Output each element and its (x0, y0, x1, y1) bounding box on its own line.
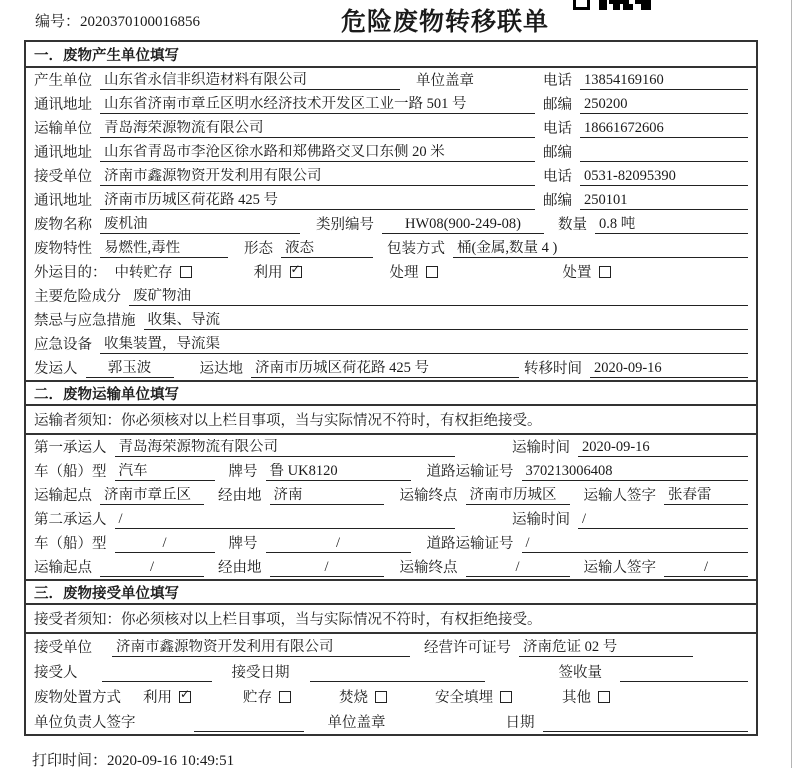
section3-header: 三．废物接受单位填写 (26, 579, 756, 605)
transporter-name-label: 运输单位 (34, 121, 92, 138)
disposal-landfill-checkbox (500, 691, 512, 703)
disposal-option-landfill: 安全填埋 (435, 690, 512, 707)
route2-via-label: 经由地 (218, 560, 262, 577)
vehicle1-row (26, 459, 756, 483)
purpose-option-reuse: 利用 ✓ (254, 265, 302, 282)
receiver-notice: 接受者须知：你必须核对以上栏目事项，当与实际情况不符时，有权拒绝接受。 (26, 605, 756, 634)
signed-qty-value (620, 666, 748, 682)
disposal-storage-checkbox (279, 691, 291, 703)
receiver-address-value: 济南市历城区荷花路 425 号 (100, 192, 535, 210)
disposal-method-row (26, 684, 756, 709)
doc-number (35, 10, 200, 31)
disposal-other-checkbox (598, 691, 610, 703)
responsible-sign-label: 单位负责人签字 (34, 715, 136, 732)
transfer-storage-checkbox (180, 266, 192, 278)
route2-row (26, 555, 756, 579)
emergency-equipment-row (26, 332, 756, 356)
producer-address-label: 通讯地址 (34, 97, 92, 114)
carrier2-time-value: / (578, 511, 748, 529)
transporter-phone-label: 电话 (543, 121, 572, 138)
carrier1-row (26, 435, 756, 459)
emergency-measures-value: 收集、导流 (144, 312, 749, 330)
destination-label: 运达地 (199, 361, 243, 378)
route1-sign-value: 张春雷 (664, 487, 748, 505)
transporter-zip-value (580, 146, 748, 162)
qr-code-fragment-icon (573, 0, 653, 11)
transporter-address-row (26, 140, 756, 164)
permit-label: 经营许可证号 (424, 640, 511, 657)
accept-person-value (102, 666, 212, 682)
waste-name-row (26, 212, 756, 236)
main-hazard-label: 主要危险成分 (34, 289, 121, 306)
carrier1-time-label: 运输时间 (512, 440, 570, 457)
permit-value: 济南危证 02 号 (519, 639, 693, 657)
route1-row (26, 483, 756, 507)
disposal-checkbox (599, 266, 611, 278)
disposal-option-storage: 贮存 (243, 690, 291, 707)
route2-start-value: / (100, 559, 204, 577)
accept-date-label: 接受日期 (231, 665, 290, 682)
dispatch-row (26, 356, 756, 380)
vehicle2-plate-label: 牌号 (228, 536, 258, 553)
disposal-option-incineration: 焚烧 (339, 690, 387, 707)
manifest-form-table (24, 40, 758, 736)
waste-form-label: 形态 (244, 241, 273, 258)
vehicle2-plate-value: / (266, 535, 411, 553)
transporter-address-label: 通讯地址 (34, 145, 92, 162)
waste-code-value: HW08(900-249-08) (382, 216, 544, 234)
emergency-measures-label: 禁忌与应急措施 (34, 313, 136, 330)
purpose-option-transfer-storage: 中转贮存 (115, 265, 192, 282)
vehicle2-license-label: 道路运输证号 (426, 536, 514, 553)
route1-start-value: 济南市章丘区 (100, 487, 204, 505)
route1-end-value: 济南市历城区 (466, 487, 570, 505)
main-hazard-row (26, 284, 756, 308)
vehicle1-plate-label: 牌号 (228, 464, 258, 481)
waste-props-value: 易燃性,毒性 (100, 240, 228, 258)
accept-person-row (26, 659, 756, 684)
vehicle2-type-label: 车（船）型 (34, 536, 107, 553)
transporter-notice: 运输者须知：你必须核对以上栏目事项，当与实际情况不符时，有权拒绝接受。 (26, 406, 756, 435)
carrier1-value: 青岛海荣源物流有限公司 (115, 439, 455, 457)
route2-via-value: / (270, 559, 384, 577)
producer-phone-value: 13854169160 (580, 72, 748, 90)
producer-row (26, 68, 756, 92)
waste-pack-value: 桶(金属,数量 4 ) (453, 240, 748, 258)
vehicle2-license-value: / (522, 535, 749, 553)
route1-via-label: 经由地 (218, 488, 262, 505)
transporter-zip-label: 邮编 (543, 145, 572, 162)
carrier1-time-value: 2020-09-16 (578, 439, 748, 457)
accept-date-value (310, 666, 485, 682)
waste-pack-label: 包装方式 (387, 241, 445, 258)
route2-end-value: / (466, 559, 570, 577)
receiver-zip-label: 邮编 (543, 193, 572, 210)
vehicle2-row (26, 531, 756, 555)
transporter-address-value: 山东省青岛市李沧区徐水路和郑佛路交叉口东侧 20 米 (100, 144, 535, 162)
route1-end-label: 运输终点 (399, 488, 458, 505)
vehicle1-plate-value: 鲁 UK8120 (266, 463, 411, 481)
sign-date-value (543, 716, 749, 732)
receiver-address-label: 通讯地址 (34, 193, 92, 210)
disposal-incineration-checkbox (375, 691, 387, 703)
waste-code-label: 类别编号 (316, 217, 374, 234)
vehicle2-type-value: / (115, 535, 215, 553)
carrier2-time-label: 运输时间 (512, 512, 570, 529)
main-hazard-value: 废矿物油 (129, 288, 748, 306)
emergency-measures-row (26, 308, 756, 332)
waste-props-row (26, 236, 756, 260)
vehicle1-type-label: 车（船）型 (34, 464, 107, 481)
route1-via-value: 济南 (270, 487, 384, 505)
disposal-reuse-checkbox (179, 691, 191, 703)
disposal-option-reuse: 利用 ✓ (143, 690, 191, 707)
transfer-purpose-row (26, 260, 756, 284)
producer-phone-label: 电话 (543, 73, 572, 90)
route2-sign-label: 运输人签字 (583, 560, 656, 577)
receiver-phone-label: 电话 (543, 169, 572, 186)
signed-qty-label: 签收量 (558, 665, 602, 682)
waste-qty-label: 数量 (558, 217, 587, 234)
emergency-equipment-label: 应急设备 (34, 337, 92, 354)
disposal-method-label: 废物处置方式 (34, 690, 121, 707)
producer-name-label: 产生单位 (34, 73, 92, 90)
producer-name-value: 山东省永信非织造材料有限公司 (100, 72, 400, 90)
waste-name-value: 废机油 (100, 216, 300, 234)
doc-number-label: 编号： (35, 14, 81, 30)
transporter-row (26, 116, 756, 140)
transfer-time-label: 转移时间 (524, 361, 582, 378)
unit-seal-label: 单位盖章 (327, 715, 386, 732)
carrier2-row (26, 507, 756, 531)
carrier1-label: 第一承运人 (34, 440, 107, 457)
producer-address-value: 山东省济南市章丘区明水经济技术开发区工业一路 501 号 (100, 96, 535, 114)
waste-qty-value: 0.8 吨 (595, 216, 748, 234)
page-title: 危险废物转移联单 (340, 8, 550, 36)
responsible-sign-value (194, 716, 304, 732)
transfer-time-value: 2020-09-16 (590, 360, 748, 378)
waste-form-value: 液态 (281, 240, 373, 258)
section1-header: 一．废物产生单位填写 (26, 42, 756, 68)
accept-unit-row (26, 634, 756, 659)
section2-header: 二．废物运输单位填写 (26, 380, 756, 406)
waste-name-label: 废物名称 (34, 217, 92, 234)
carrier2-value: / (115, 511, 455, 529)
transfer-purpose-label: 外运目的： (34, 265, 107, 282)
vehicle1-license-label: 道路运输证号 (426, 464, 514, 481)
producer-address-row (26, 92, 756, 116)
carrier2-label: 第二承运人 (34, 512, 107, 529)
route2-start-label: 运输起点 (34, 560, 92, 577)
transporter-name-value: 青岛海荣源物流有限公司 (100, 120, 535, 138)
receiver-row (26, 164, 756, 188)
accept-unit-label: 接受单位 (34, 640, 92, 657)
producer-zip-value: 250200 (580, 96, 748, 114)
receiver-address-row (26, 188, 756, 212)
purpose-option-treatment: 处理 (390, 265, 438, 282)
destination-value: 济南市历城区荷花路 425 号 (251, 360, 519, 378)
treatment-checkbox (426, 266, 438, 278)
transporter-phone-value: 18661672606 (580, 120, 748, 138)
receiver-zip-value: 250101 (580, 192, 748, 210)
responsible-sign-row (26, 709, 756, 734)
print-time-value: 2020-09-16 10:49:51 (107, 753, 235, 768)
route1-start-label: 运输起点 (34, 488, 92, 505)
disposal-option-other: 其他 (562, 690, 610, 707)
print-time-label: 打印时间： (32, 753, 108, 768)
producer-zip-label: 邮编 (543, 97, 572, 114)
route2-sign-value: / (664, 559, 748, 577)
purpose-option-disposal: 处置 (563, 265, 611, 282)
producer-seal-label: 单位盖章 (416, 73, 474, 90)
sign-date-label: 日期 (505, 715, 535, 732)
vehicle1-type-value: 汽车 (115, 463, 215, 481)
receiver-name-value: 济南市鑫源物资开发利用有限公司 (100, 168, 535, 186)
accept-person-label: 接受人 (34, 665, 78, 682)
dispatcher-label: 发运人 (34, 361, 78, 378)
page-edge-divider (791, 0, 792, 768)
reuse-checkbox (290, 266, 302, 278)
route2-end-label: 运输终点 (399, 560, 458, 577)
receiver-name-label: 接受单位 (34, 169, 92, 186)
route1-sign-label: 运输人签字 (583, 488, 656, 505)
doc-number-value: 2020370100016856 (80, 14, 201, 30)
emergency-equipment-value: 收集装置，导流渠 (100, 336, 748, 354)
print-time (32, 749, 234, 768)
dispatcher-value: 郭玉波 (86, 360, 174, 378)
waste-props-label: 废物特性 (34, 241, 92, 258)
vehicle1-license-value: 370213006408 (522, 463, 749, 481)
receiver-phone-value: 0531-82095390 (580, 168, 748, 186)
accept-unit-value: 济南市鑫源物资开发利用有限公司 (112, 639, 410, 657)
